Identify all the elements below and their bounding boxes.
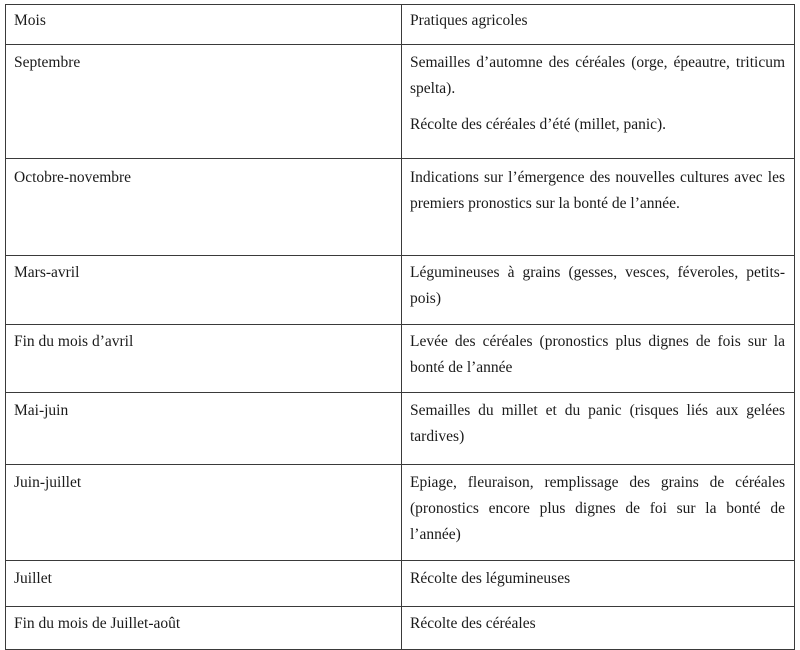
practice-cell: Légumineuses à grains (gesses, vesces, féveroles, petits- pois) [402, 256, 795, 325]
practice-text-extra: Récolte des céréales d’été (millet, panic). [410, 116, 667, 133]
practice-text: Semailles d’automne des céréales (orge, épeautre, triticum spelta). [410, 54, 785, 97]
month-cell: Mars-avril [6, 256, 402, 325]
practice-cell: Epiage, fleuraison, remplissage des grains de céréales (pronostics encore plus dignes de foi sur la bonté de l’année) [402, 465, 795, 561]
table-row [6, 393, 795, 465]
table-row [6, 607, 795, 650]
table-row [6, 256, 795, 325]
practice-cell: Indications sur l’émergence des nouvelles cultures avec les premiers pronostics sur la bonté de l’année. [402, 159, 795, 256]
agricultural-calendar-table [5, 4, 795, 650]
month-cell: Juillet [6, 561, 402, 607]
practice-cell: Récolte des légumineuses [402, 561, 795, 607]
practice-cell: Semailles du millet et du panic (risques liés aux gelées tardives) [402, 393, 795, 465]
practice-cell [402, 45, 795, 159]
month-cell: Juin-juillet [6, 465, 402, 561]
month-cell: Mai-juin [6, 393, 402, 465]
table-row [6, 561, 795, 607]
month-cell: Septembre [6, 45, 402, 159]
header-practices: Pratiques agricoles [402, 5, 795, 45]
month-cell: Fin du mois de Juillet-août [6, 607, 402, 650]
practice-cell: Levée des céréales (pronostics plus dignes de fois sur la bonté de l’année [402, 325, 795, 393]
table-row [6, 325, 795, 393]
practice-cell: Récolte des céréales [402, 607, 795, 650]
table-header-row [6, 5, 795, 45]
month-cell: Fin du mois d’avril [6, 325, 402, 393]
header-month: Mois [6, 5, 402, 45]
table-row [6, 465, 795, 561]
table-row [6, 159, 795, 256]
month-cell: Octobre-novembre [6, 159, 402, 256]
table-row [6, 45, 795, 159]
